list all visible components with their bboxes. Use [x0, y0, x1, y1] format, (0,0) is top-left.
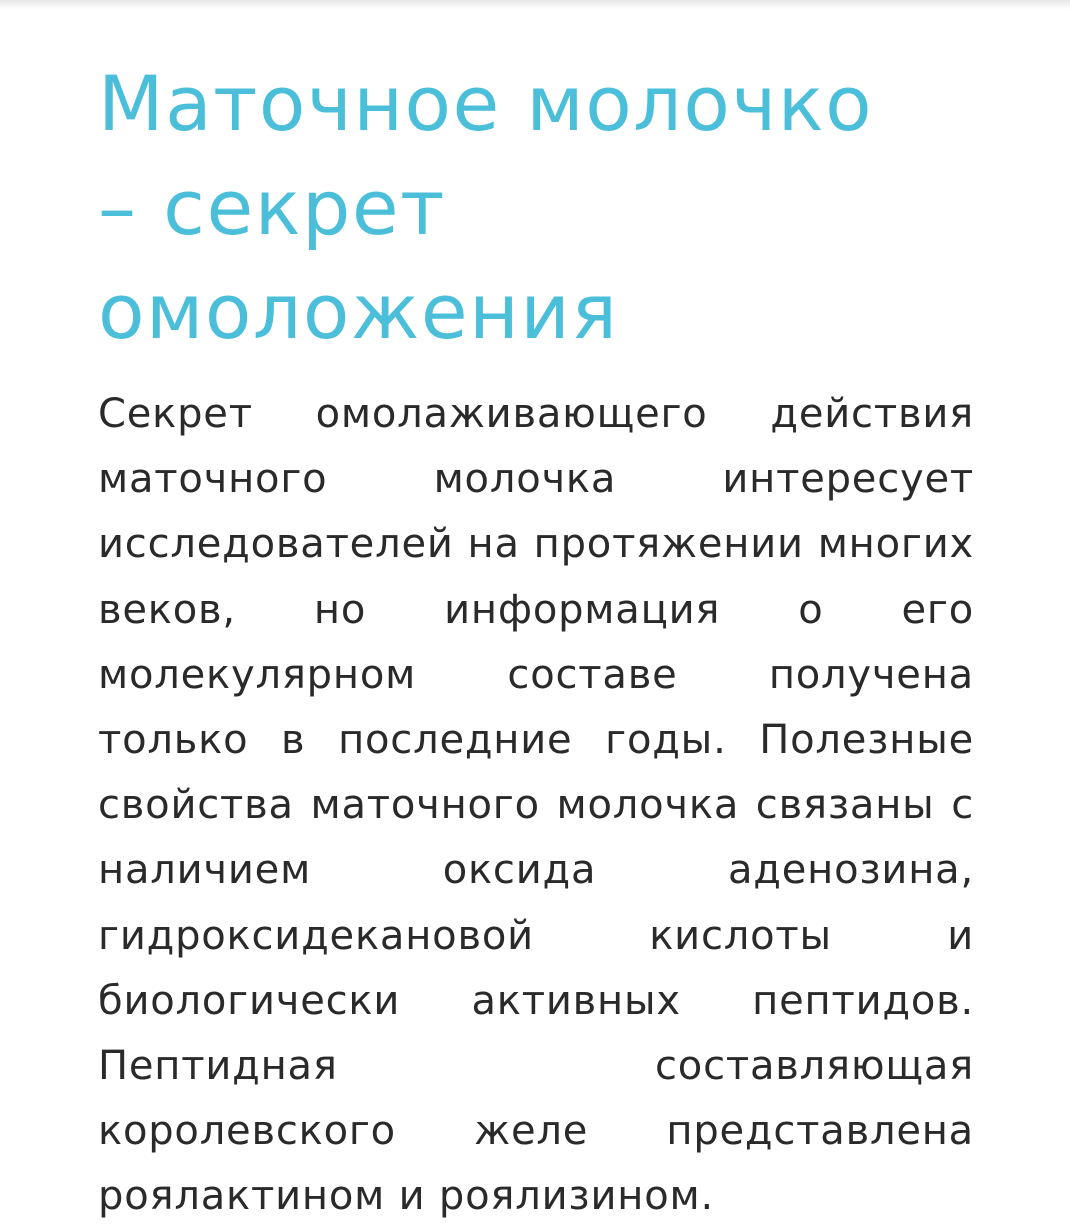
article-title: [98, 52, 938, 364]
article-title-line-2: – секрет: [98, 163, 446, 252]
article-title-line-1: Маточное молочко: [98, 59, 874, 148]
article-title-line-3: омоложения: [98, 267, 619, 356]
top-edge-shadow: [0, 0, 1070, 10]
article: [98, 52, 974, 1230]
article-body-paragraph: Секрет омолаживающего действия маточного молочка интересует исследователей на протяжении многих веков, но информация о его молекулярном составе получена только в последние годы. Полезные свойства маточного молочка связаны с наличием оксида аденозина, гидроксидекановой кислоты и биологически активных пептидов. Пептидная составляющая королевского желе представлена роялактином и роялизином.: [98, 391, 974, 1220]
